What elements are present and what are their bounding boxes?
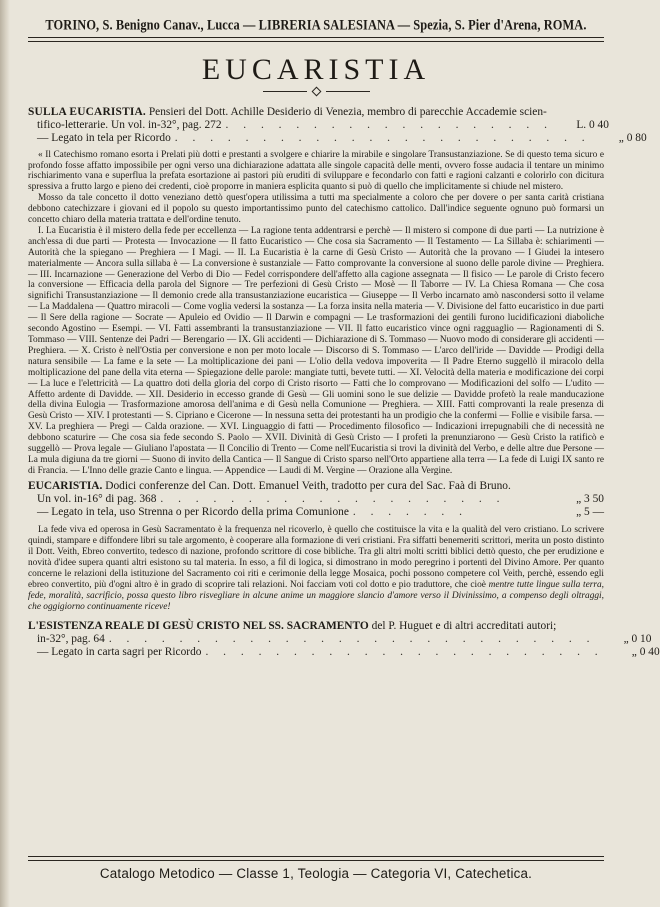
entry-heading <box>28 620 604 633</box>
entry-price-line <box>28 646 660 659</box>
footer-rule <box>28 856 604 861</box>
leader-dots: . . . . . . . . . . . . . . . . . . . . . . . . . . . . <box>108 632 596 645</box>
entry-heading <box>28 480 604 493</box>
entry-volume: in-32°, pag. 64 <box>37 632 105 645</box>
entry-text: del P. Huguet e di altri accreditati autori; <box>368 619 557 632</box>
entry-volume: Un vol. in-16° di pag. 368 <box>37 493 157 505</box>
entry-price-line <box>28 493 604 506</box>
entry-text: Dodici conferenze del Can. Dott. Emanuel Veith, tradotto per cura del Sac. Faà di Bruno. <box>102 479 511 492</box>
leader-dots: . . . . . . . <box>352 506 468 519</box>
catalog-footer: Catalogo Metodico — Classe 1, Teologia — Categoria VI, Catechetica. <box>99 866 533 881</box>
entry-lead: EUCARISTIA. <box>28 479 103 492</box>
leader-dots: . . . . . . . . . . . . . . . . . . . . . . . <box>205 646 604 659</box>
entry-eucaristia-veith <box>28 480 604 520</box>
page-spine-shadow <box>0 0 10 907</box>
entry-price: L. 0 40 <box>576 119 609 132</box>
entry-price: „ 0 80 <box>618 132 647 145</box>
entry-binding: — Legato in tela per Ricordo <box>37 132 171 145</box>
title-ornament-icon <box>28 88 604 95</box>
index-paragraph: I. La Eucaristia è il mistero della fede per eccellenza — La ragione tenta addentrarsi e perchè — Il mistero si compone di due parti — La nutrizione è anch'essa di due parti — Protesta — Invocazione — Il fatto Eucaristico — Che cosa sia Sacramento — Il Testamento — La Sillaba è: schiarimenti — Autorità che la spiegano — Preghiera — I Magi. — II. La Eucaristia è la carne di Gesù Cristo — Autorità che la provano — I Giudei la intesero materialmente — Ancora sulla sillaba è — La conversione è sustanziale — Fatto comprovante la conversione al suono delle parole divine — Preghiera. — III. Incarnazione — Generazione del Verbo di Dio — Fedel corrispondere dell'affetto alla cagione assegnata — Il fisico — Le parole di Cristo fecero la conversione — Efficacia della parola del Signore — Tre perfezioni di Gesù Cristo — Mosè — Il Taborre — IV. La Chiesa Romana — Che cosa significhi Transustanziazione — Il demonio crede alla transustanziazione eucaristica — Giuseppe — Il Verbo incarnato amò nascondersi sotto il velame — La Maddalena — Quattro miracoli — Come voglia vedersi la sostanza — La forza insita nella materia — V. Divisione del fatto eucaristico in due parti — Il Sere della ragione — Socrate — Apuleio ed Ovidio — Il Darwin e compagni — Le trasformazioni dei gentili furono lucidificazioni diaboliche secondo Agostino — Esempi. — VI. Fatti assembranti la transustanziazione — VII. Il fatto eucaristico vince ogni ragguaglio — Ragionamenti di S. Tommaso — VIII. Sentenze dei Padri — Berengario — IX. Gli accidenti — Dichiarazione di S. Tommaso — Nuovo modo di considerare gli accidenti — Preghiera. — X. Cristo è nell'Ostia per conversione e non per moto locale — Discorso di S. Tommaso — L'arco dell'iride — Davidde — Prodigi della natura sensibile — La fame e la sete — La moltiplicazione dei pani — L'olio della vedova impoverita — Il Padre Eterno suggellò il miracolo della moltiplicazione del pane della vita eterna — Spiegazione delle parole: mangiate tutti, bevete tutti. — XI. Velocità della materia e modificazione dei corpi — La luce e l'elettricità — La quattro doti della gloria del corpo di Cristo risorto — Fatti che lo comprovano — Modificazioni del solfo — L'udito — Affetto ardente di Davidde. — XII. Desiderio in eccesso grande di Gesù — Gli uomini sono le sue delizie — Davidde profetò la reale manducazione della divina Eulogia — Trasformazione amorosa dell'anima e di Gesù nella Comunione — Preghiera. — XIII. Fatti comprovanti la reale presenza di Gesù Cristo — XIV. I protestanti — S. Cipriano e Cicerone — In nessuna setta dei protestanti ha un prodigio che la confermi — Follie e visibile farsa. — XV. La preghiera — Pregi — Calda orazione. — XVI. Linguaggio di fatti — Procedimento filosofico — Indicazioni irrepugnabili che di necessità ne debbono scaturire — Che cosa sia fede secondo S. Paolo — XVII. Divinità di Gesù Cristo — I profeti la prenunziarono — Gesù Cristo la ratificò e suggellò — Prova legale — Giuliano l'apostata — Il Concilio di Trento — Come nell'Eucaristia si trovi la divinità del Verbo, e delle altre due Persone — La mula digiuna da tre giorni — Suono di invito della Cantica — Il Sangue di Cristo sparso nell'Orto appartiene alla terra — La fede di Luigi IX santo re di Francia. — L'Inno delle grazie Canto e lingua. — Appendice — Laudi di M. Vergine — Orazione alla Vergine. <box>28 225 604 476</box>
description-paragraph: Mosso da tale concetto il dotto veneziano dettò quest'opera utilissima a tutti ma specialmente a coloro che per dovere o per santa carità cristiana debbono catechizzare i giovani ed il popolo su questo importantissimo punto del catechismo cattolico. Dall'indice seguente ognuno può formarsi un concetto chiaro della materia trattata e dell'ordine tenuto. <box>28 193 604 226</box>
entry-text: Pensieri del Dott. Achille Desiderio di Venezia, membro di parecchie Accademie scien- <box>145 106 547 118</box>
leader-dots: . . . . . . . . . . . . . . . . . . . . . . . . <box>174 132 591 145</box>
leader-dots: . . . . . . . . . . . . . . . . . . . . <box>160 493 506 505</box>
header-rule <box>28 37 604 42</box>
entry-description <box>28 150 604 477</box>
description-paragraph: « Il Catechismo romano esorta i Prelati più dotti e prestanti a svolgere e chiarire la mirabile e singolare Transustanziazione. Se di questo tema sicuro e profondo fosse affatto impossibile per ogni verso una dichiarazione adattata alle singole capacità delle menti, ovvero fosse audacia il tentare un minimo rischiarimento vana e superflua la prefata esortazione ai pastori più eruditi di sviluppare e fecondarlo con fatti e ragioni calzanti e colorirlo con dicitura spressiva a frutto largo e pieno dei credenti, cioè proporre in maniera esplicita quanto si può di quello che implicitamente si chiude nel mistero. <box>28 149 604 193</box>
description-text: La fede viva ed operosa in Gesù Sacramentato è la frequenza nel ricoverlo, è quello che costituisce la vita e la qualità del vero cristiano. Lo scrivere quindi, stampare e diffondere libri su tale argomento, è cooperare alla formazione di veri cristiani. Fra siffatti benemeriti scrittori, merita un posto distinto il Dott. Veith, Ebreo convertito, tedesco di nazione, profondo scrittore di cose bibliche. Tra gli altri molti scritti biblici dettò questo, che per erudizione e novità d'idee supera quanti altri esistono su tal materia. In esso, a fil di logica, si dimostrano in modo peregrino i portenti del Divino Amore. Per quanto concerne le relazioni della istituzione del Sacramento coi riti e cerimonie della legge Mosaica, pochi possono competere col Veith, perchè, essendo egli ebreo convertito, più d'ogni altro è in grado di scoprire tali relazioni. Noi facciam voti col dotto e pio traduttore, che cioè <box>28 525 604 590</box>
entry-price: „ 3 50 <box>576 493 604 505</box>
entry-price: „ 5 — <box>576 506 604 519</box>
entry-price-line <box>28 632 652 646</box>
entry-lead: L'ESISTENZA REALE DI GESÙ CRISTO NEL SS. SACRAMENTO <box>28 619 369 632</box>
entry-price: „ 0 10 <box>623 632 652 645</box>
entry-heading <box>28 106 604 119</box>
description-quote: mentre tutte lingue sulla terra, fede, moralità, sacrificio, possa questo libro risvegliare in alcune anime un maggiore slancio d'amore verso il Divinissimo, a compenso degli oltraggi, che oggigiorno continuamente riceve! <box>28 579 604 612</box>
entry-binding: — Legato in tela, uso Strenna o per Ricordo della prima Comunione <box>37 506 349 519</box>
publisher-line: TORINO, S. Benigno Canav., Lucca — LIBRERIA SALESIANA — Spezia, S. Pier d'Arena, ROMA. <box>45 16 587 33</box>
entry-price-line <box>28 119 609 132</box>
entry-sulla-eucaristia <box>28 106 647 146</box>
entry-volume: tifico-letterarie. Un vol. in-32°, pag. 272 <box>37 119 222 132</box>
entry-esistenza-reale <box>28 619 660 660</box>
entry-price-line <box>28 506 604 519</box>
entry-lead: SULLA EUCARISTIA. <box>28 106 146 118</box>
description-paragraph <box>28 525 604 612</box>
entry-binding: — Legato in carta sagri per Ricordo <box>37 646 202 659</box>
entry-description <box>28 525 604 612</box>
entry-price-line <box>28 132 647 145</box>
page-title: EUCARISTIA <box>201 53 431 86</box>
leader-dots: . . . . . . . . . . . . . . . . . . . <box>225 119 553 132</box>
entry-price: „ 0 40 <box>631 646 660 659</box>
